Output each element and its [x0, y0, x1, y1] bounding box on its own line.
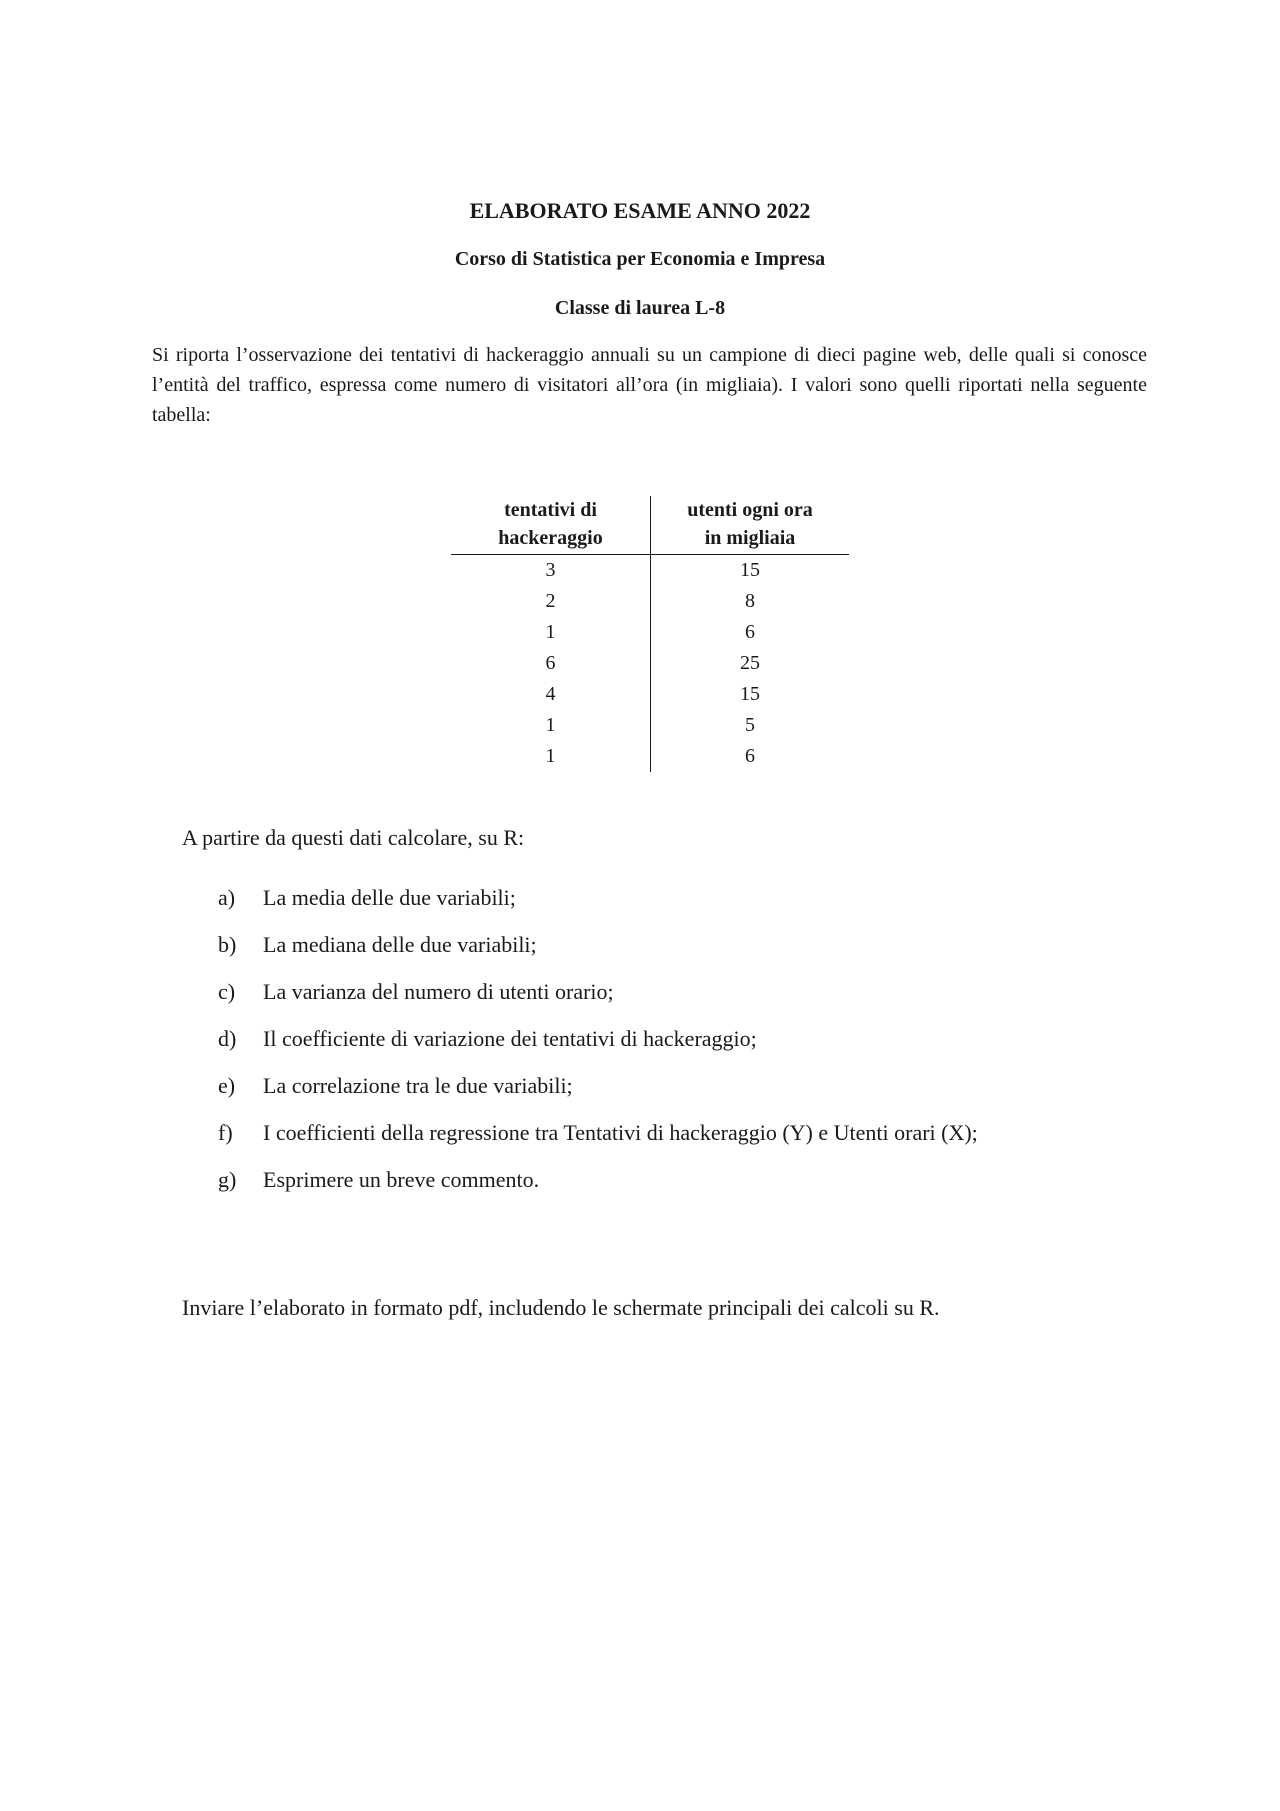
table-row: [451, 648, 849, 679]
list-item-text: I coefficienti della regressione tra Tentativi di hackeraggio (Y) e Utenti orari (X);: [263, 1120, 978, 1145]
table-cell: 25: [740, 652, 760, 674]
table-cell: 1: [451, 617, 651, 648]
list-marker: f): [218, 1120, 233, 1145]
column-header-users: [651, 496, 850, 555]
table-cell: 6: [745, 621, 755, 643]
header-line: in migliaia: [704, 527, 796, 549]
list-item-text: Il coefficiente di variazione dei tentativi di hackeraggio;: [263, 1026, 757, 1051]
table-row: [451, 710, 849, 741]
table-row: [451, 555, 849, 587]
list-item-text: La media delle due variabili;: [263, 885, 516, 910]
list-item: [218, 1118, 978, 1165]
table-row: [451, 679, 849, 710]
list-item-text: La correlazione tra le due variabili;: [263, 1073, 573, 1098]
degree-class: Classe di laurea L-8: [554, 297, 726, 319]
table-cell: 1: [451, 710, 651, 741]
table-row: [451, 741, 849, 772]
intro-paragraph: Si riporta l’osservazione dei tentativi di hackeraggio annuali su un campione di dieci pagine web, delle quali si conosce l’entità del traffico, espressa come numero di visitatori all’ora (in migliaia). I valori sono quelli riportati nella seguente tabella:: [152, 344, 1147, 426]
table-cell: 8: [745, 590, 755, 612]
list-item: [218, 1165, 978, 1212]
table-row: [451, 617, 849, 648]
list-marker: a): [218, 885, 236, 910]
list-item: [218, 930, 978, 977]
table-cell: 6: [451, 648, 651, 679]
list-marker: b): [218, 932, 237, 957]
list-item: [218, 977, 978, 1024]
header-line: tentativi di: [504, 499, 597, 521]
table-cell: 6: [745, 745, 755, 767]
header-line: hackeraggio: [498, 527, 603, 549]
list-marker: d): [218, 1026, 237, 1051]
list-item: [218, 883, 978, 930]
header-line: utenti ogni ora: [687, 499, 813, 521]
column-header-attempts: [451, 496, 651, 555]
table-cell: 1: [451, 741, 651, 772]
page-title: ELABORATO ESAME ANNO 2022: [469, 198, 811, 223]
list-item-text: La varianza del numero di utenti orario;: [263, 979, 614, 1004]
data-table: [451, 496, 849, 772]
course-subtitle: Corso di Statistica per Economia e Impresa: [454, 248, 826, 270]
list-item-text: Esprimere un breve commento.: [263, 1167, 540, 1192]
table-header-row: [451, 496, 849, 555]
list-marker: e): [218, 1073, 236, 1098]
table-cell: 5: [745, 714, 755, 736]
table-cell: 3: [451, 555, 651, 587]
table-cell: 15: [740, 683, 760, 705]
list-item: [218, 1071, 978, 1118]
task-list: [218, 883, 978, 1212]
list-item-text: La mediana delle due variabili;: [263, 932, 537, 957]
table-cell: 2: [451, 586, 651, 617]
table-cell: 15: [740, 559, 760, 581]
instructions-text: A partire da questi dati calcolare, su R:: [182, 825, 525, 850]
closing-note: Inviare l’elaborato in formato pdf, includendo le schermate principali dei calcoli su R.: [182, 1295, 940, 1320]
list-marker: c): [218, 979, 236, 1004]
table-row: [451, 586, 849, 617]
list-item: [218, 1024, 978, 1071]
list-marker: g): [218, 1167, 237, 1192]
table-cell: 4: [451, 679, 651, 710]
